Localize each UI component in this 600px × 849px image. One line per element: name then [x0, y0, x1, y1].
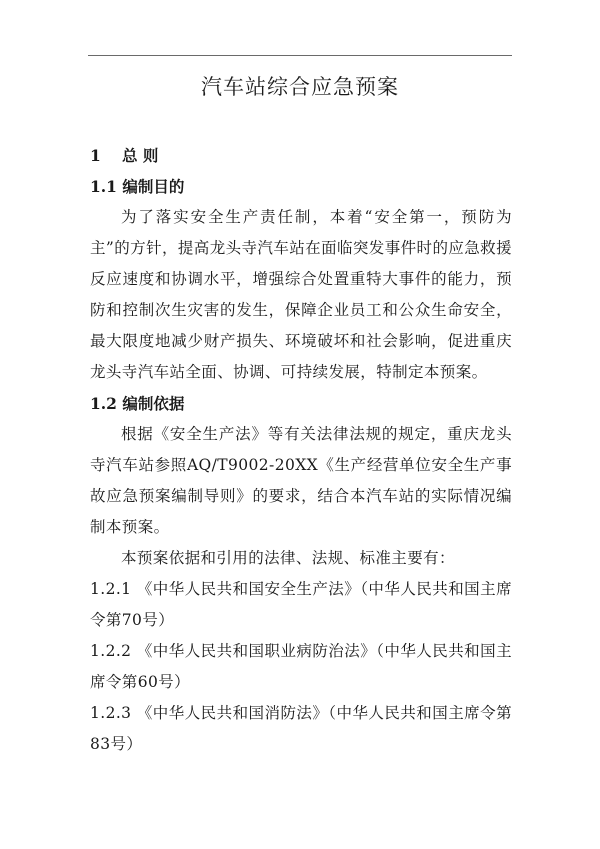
document-title: 汽车站综合应急预案 — [201, 75, 399, 99]
section-1-heading — [90, 140, 512, 171]
section-1-2-paragraph-2: 本预案依据和引用的法律、法规、标准主要有： — [121, 549, 455, 567]
section-1-1-heading: 1.1 编制目的 — [90, 177, 185, 196]
list-item-1-2-3: 1.2.3 《中华人民共和国消防法》（中华人民共和国主席令第83号） — [90, 704, 512, 753]
section-1-1-paragraph: 为了落实安全生产责任制，本着“安全第一，预防为主”的方针，提高龙头寺汽车站在面临突发事件时的应急救援反应速度和协调水平，增强综合处置重特大事件的能力，预防和控制次生灾害的发生，保障企业员工和公众生命安全，最大限度地减少财产损失、环境破坏和社会影响，促进重庆龙头寺汽车站全面、协调、可持续发展，特制定本预案。 — [90, 208, 512, 381]
section-1-2-paragraph-1: 根据《安全生产法》等有关法律法规的规定，重庆龙头寺汽车站参照AQ/T9002-20XX《生产经营单位安全生产事故应急预案编制导则》的要求，结合本汽车站的实际情况编制本预案。 — [90, 425, 512, 536]
list-item-1-2-1: 1.2.1 《中华人民共和国安全生产法》（中华人民共和国主席令第70号） — [90, 580, 512, 629]
section-1-number: 1 — [90, 146, 101, 165]
section-1-title: 总 则 — [122, 146, 159, 165]
list-item-1-2-2: 1.2.2 《中华人民共和国职业病防治法》（中华人民共和国主席令第60号） — [90, 642, 512, 691]
header-rule — [88, 55, 512, 56]
section-1-2-heading: 1.2 编制依据 — [90, 394, 185, 413]
document-body — [90, 140, 512, 760]
